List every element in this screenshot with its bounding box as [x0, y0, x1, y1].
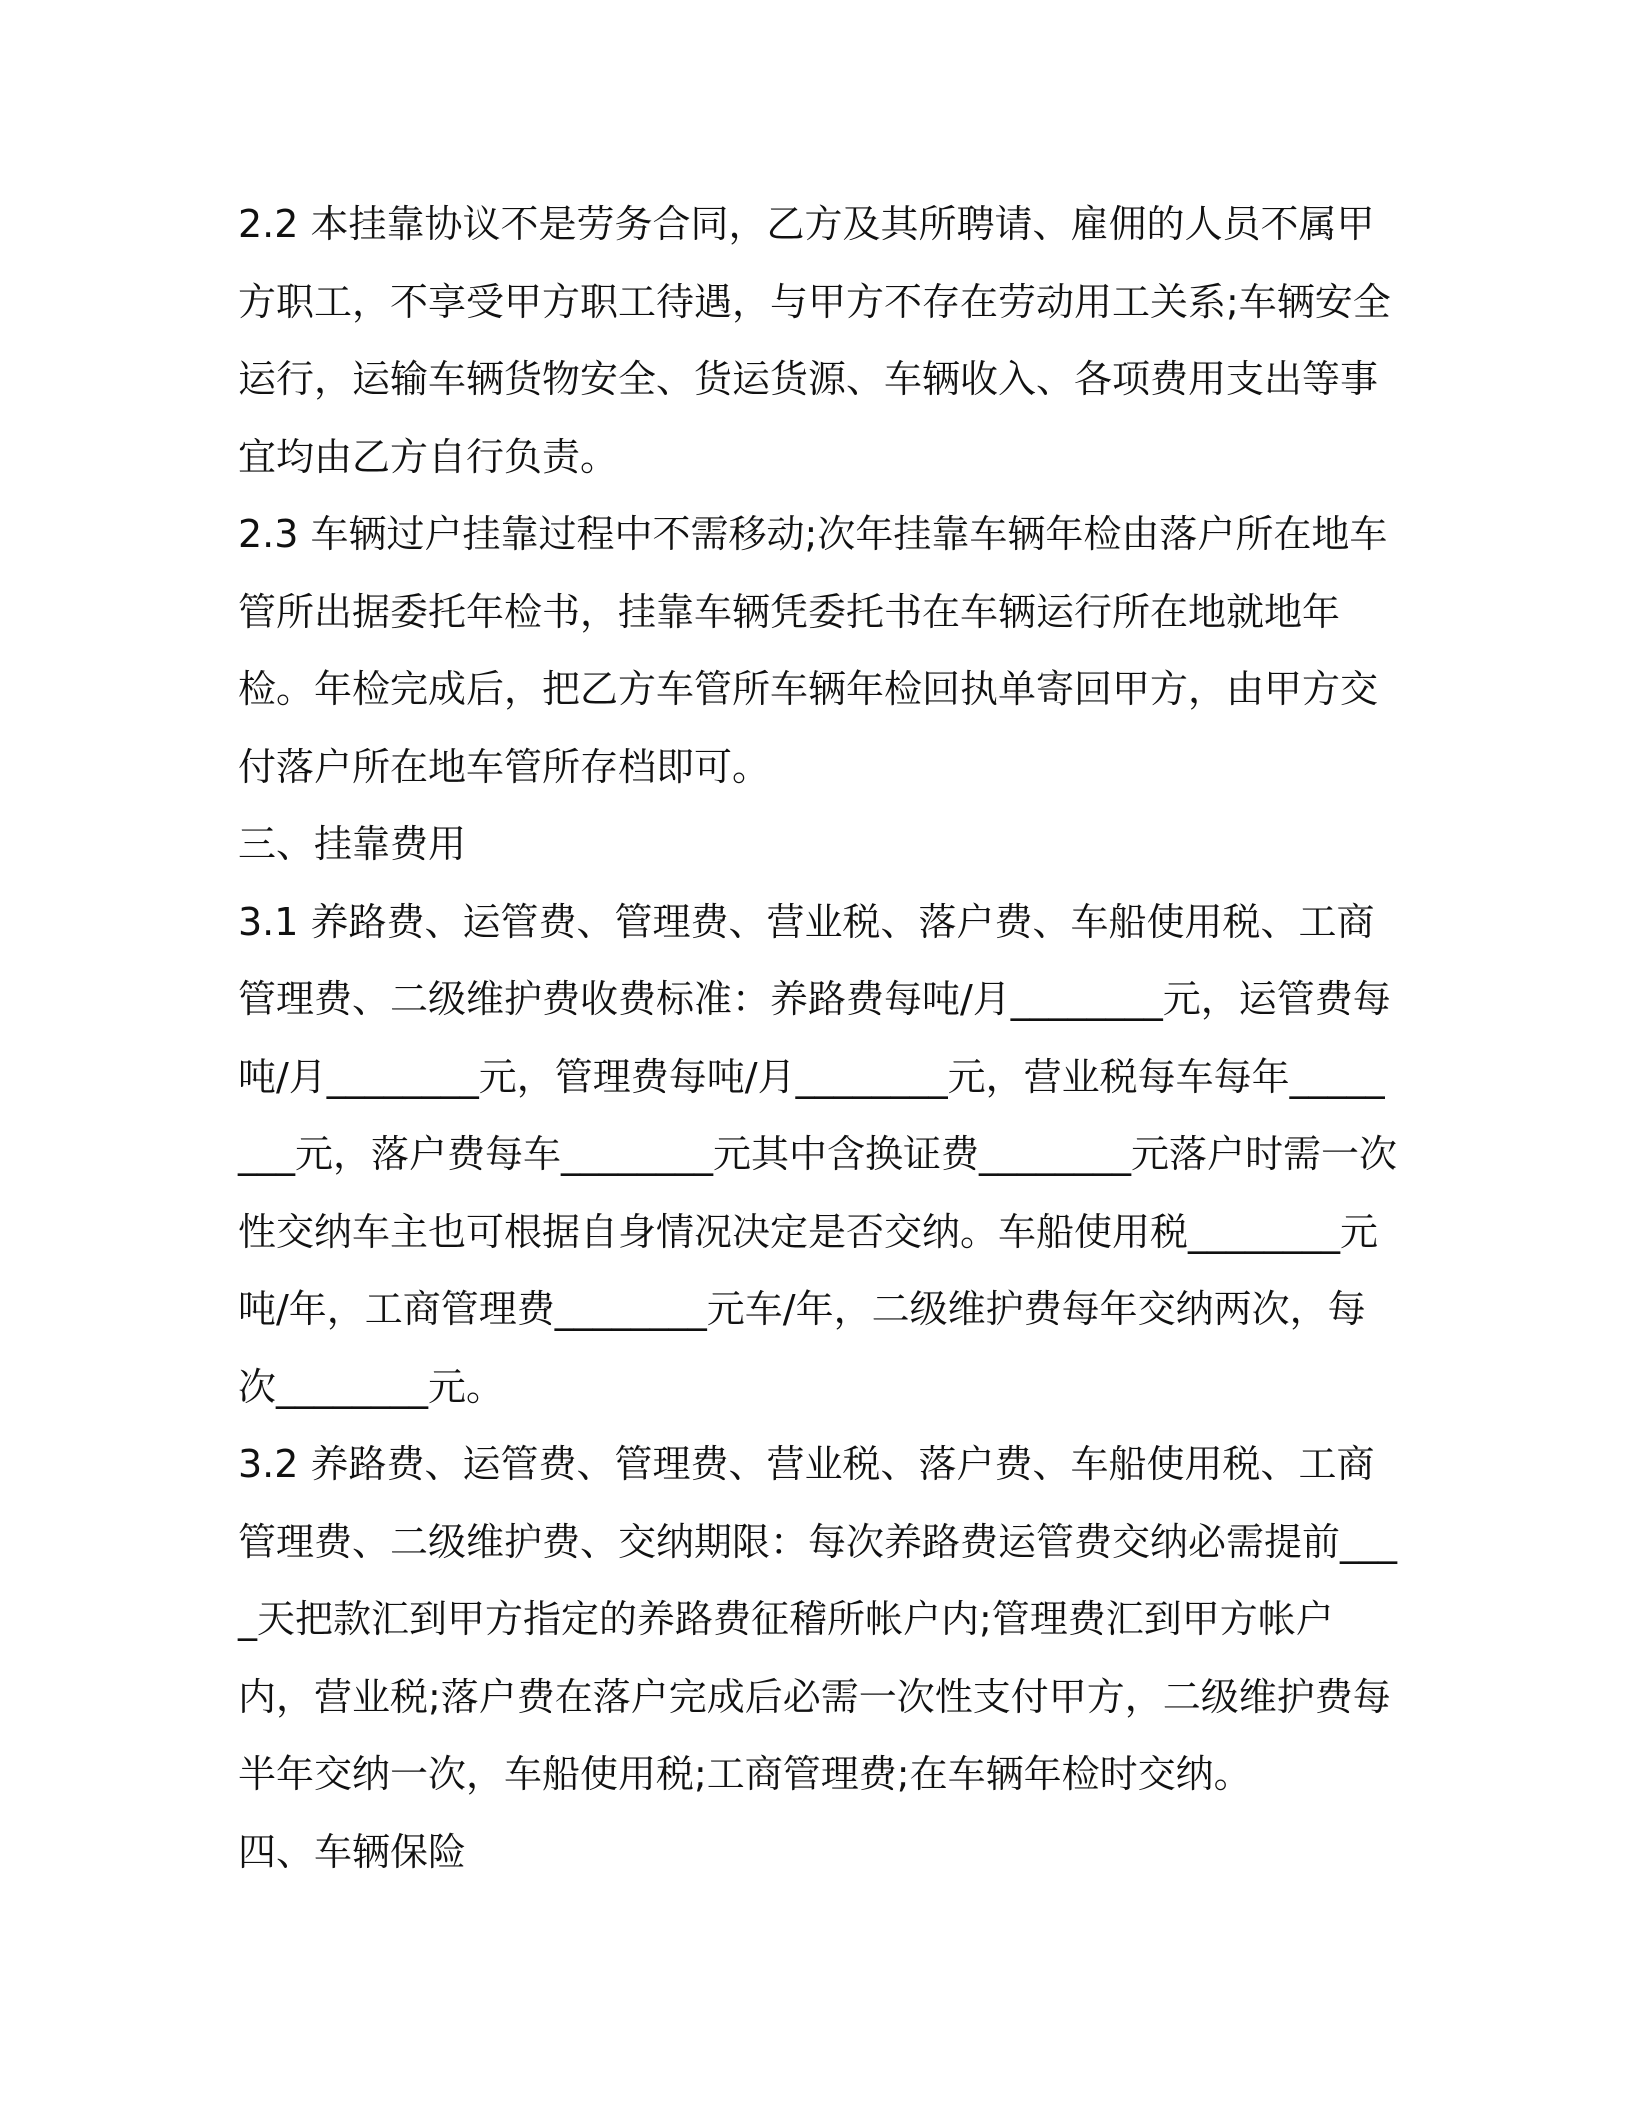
paragraph-2-2: 2.2 本挂靠协议不是劳务合同，乙方及其所聘请、雇佣的人员不属甲方职工，不享受甲方职工待遇，与甲方不存在劳动用工关系;车辆安全运行，运输车辆货物安全、货运货源、车辆收入、各项费用支出等事宜均由乙方自行负责。 — [238, 202, 1391, 479]
paragraph-3-1: 3.1 养路费、运管费、管理费、营业税、落户费、车船使用税、工商管理费、二级维护费收费标准：养路费每吨/月________元，运管费每吨/月________元，管理费每吨/月________元，营业税每车每年________元，落户费每车________元其中含换证费________元落户时需一次性交纳车主也可根据自身情况决定是否交纳。车船使用税________元吨/年，工商管理费________元车/年，二级维护费每年交纳两次，每次________元。 — [238, 899, 1398, 1409]
paragraph-3-2: 3.2 养路费、运管费、管理费、营业税、落户费、车船使用税、工商管理费、二级维护费、交纳期限：每次养路费运管费交纳必需提前____天把款汇到甲方指定的养路费征稽所帐户内;管理费汇到甲方帐户内，营业税;落户费在落户完成后必需一次性支付甲方，二级维护费每半年交纳一次，车船使用税;工商管理费;在车辆年检时交纳。 — [238, 1442, 1398, 1796]
document-body — [238, 186, 1398, 1891]
section-heading-4: 四、车辆保险 — [238, 1829, 467, 1874]
paragraph-2-3: 2.3 车辆过户挂靠过程中不需移动;次年挂靠车辆年检由落户所在地车管所出据委托年检书，挂靠车辆凭委托书在车辆运行所在地就地年检。年检完成后，把乙方车管所车辆年检回执单寄回甲方，由甲方交付落户所在地车管所存档即可。 — [238, 512, 1388, 789]
section-heading-3: 三、挂靠费用 — [238, 822, 467, 866]
